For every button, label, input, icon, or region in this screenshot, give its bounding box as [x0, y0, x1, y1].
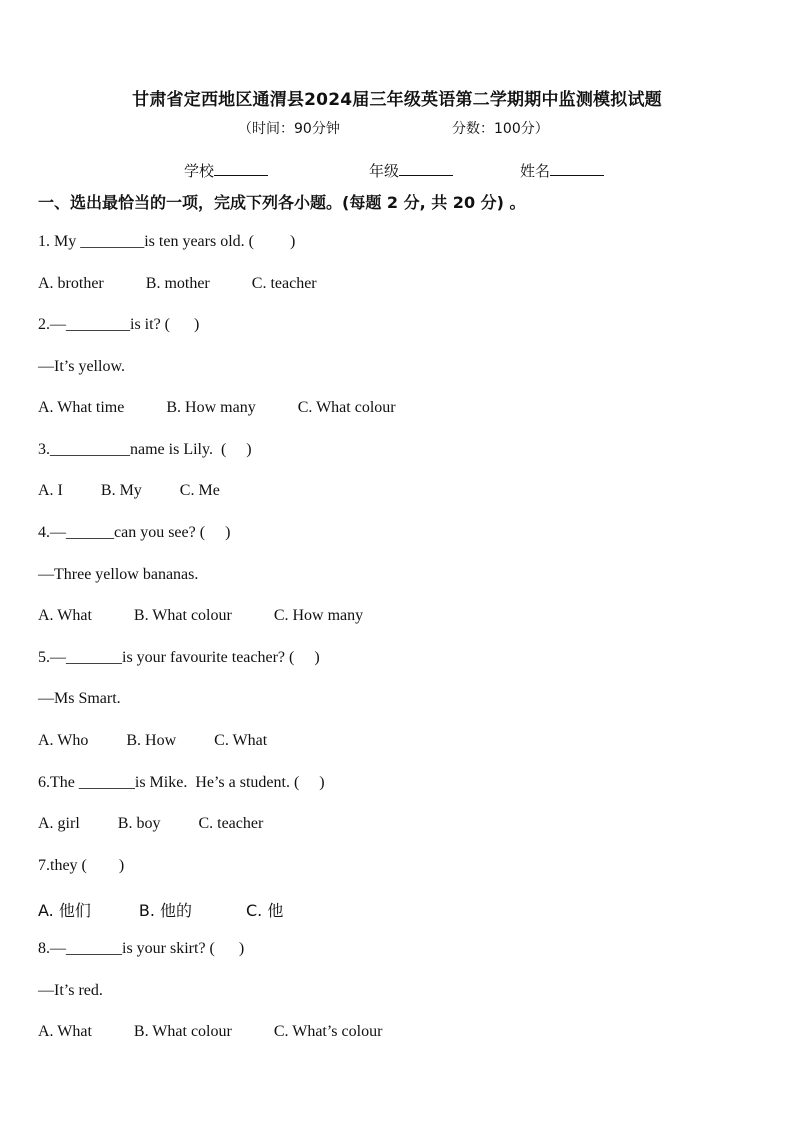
question-3-options — [38, 482, 258, 500]
question-5-options — [38, 732, 305, 750]
option-c[interactable]: C. What’s colour — [273, 1023, 383, 1040]
question-6-options — [38, 815, 301, 833]
option-a[interactable]: A. What — [38, 1023, 92, 1040]
name-label: 姓名 — [520, 162, 551, 180]
page-title: 甘肃省定西地区通渭县2024届三年级英语第二学期期中监测模拟试题 — [132, 90, 662, 110]
option-b[interactable]: B. How — [126, 732, 177, 749]
question-1-stem: 1. My ________is ten years old. ( ) — [38, 233, 296, 250]
question-8-answer: —It’s red. — [38, 982, 103, 999]
option-b[interactable]: B. boy — [117, 815, 161, 832]
option-c[interactable]: C. How many — [273, 607, 364, 624]
question-7-options — [38, 898, 325, 921]
option-a[interactable]: A. 他们 — [38, 901, 91, 920]
question-6-stem: 6.The _______is Mike. He’s a student. ( ) — [38, 774, 325, 791]
question-5-stem: 5.—_______is your favourite teacher? ( ) — [38, 649, 320, 666]
option-b[interactable]: B. What colour — [133, 1023, 232, 1040]
option-c[interactable]: C. What — [214, 732, 268, 749]
option-a[interactable]: A. brother — [38, 275, 104, 292]
option-b[interactable]: B. 他的 — [138, 901, 192, 920]
option-b[interactable]: B. My — [100, 482, 142, 499]
name-blank[interactable] — [550, 161, 604, 176]
option-c[interactable]: C. teacher — [198, 815, 264, 832]
option-b[interactable]: B. mother — [145, 275, 210, 292]
school-blank[interactable] — [214, 161, 268, 176]
question-2-options — [38, 399, 438, 417]
question-3-stem: 3.__________name is Lily. ( ) — [38, 441, 252, 458]
option-a[interactable]: A. What — [38, 607, 92, 624]
option-a[interactable]: A. I — [38, 482, 63, 499]
question-8-options — [38, 1023, 424, 1041]
question-2-answer: —It’s yellow. — [38, 358, 125, 375]
question-1-options — [38, 275, 359, 293]
section-heading: 一、选出最恰当的一项，完成下列各小题。(每题 2 分, 共 20 分) 。 — [38, 193, 526, 212]
option-c[interactable]: C. Me — [179, 482, 220, 499]
school-field — [184, 160, 268, 181]
option-c[interactable]: C. teacher — [251, 275, 317, 292]
question-4-stem: 4.—______can you see? ( ) — [38, 524, 231, 541]
grade-field — [369, 160, 453, 181]
question-4-options — [38, 607, 405, 625]
grade-blank[interactable] — [399, 161, 453, 176]
school-label: 学校 — [184, 162, 215, 180]
question-7-stem: 7.they ( ) — [38, 857, 125, 874]
exam-time: （时间：90分钟 — [238, 121, 340, 137]
name-field — [520, 160, 604, 181]
option-c[interactable]: C. What colour — [297, 399, 396, 416]
option-c[interactable]: C. 他 — [246, 901, 284, 920]
question-4-answer: —Three yellow bananas. — [38, 566, 199, 583]
question-2-stem: 2.—________is it? ( ) — [38, 316, 200, 333]
option-a[interactable]: A. Who — [38, 732, 89, 749]
exam-score: 分数：100分） — [452, 121, 549, 137]
option-a[interactable]: A. girl — [38, 815, 80, 832]
grade-label: 年级 — [369, 162, 400, 180]
question-5-answer: —Ms Smart. — [38, 690, 121, 707]
question-8-stem: 8.—_______is your skirt? ( ) — [38, 940, 245, 957]
option-a[interactable]: A. What time — [38, 399, 125, 416]
option-b[interactable]: B. How many — [166, 399, 256, 416]
option-b[interactable]: B. What colour — [133, 607, 232, 624]
